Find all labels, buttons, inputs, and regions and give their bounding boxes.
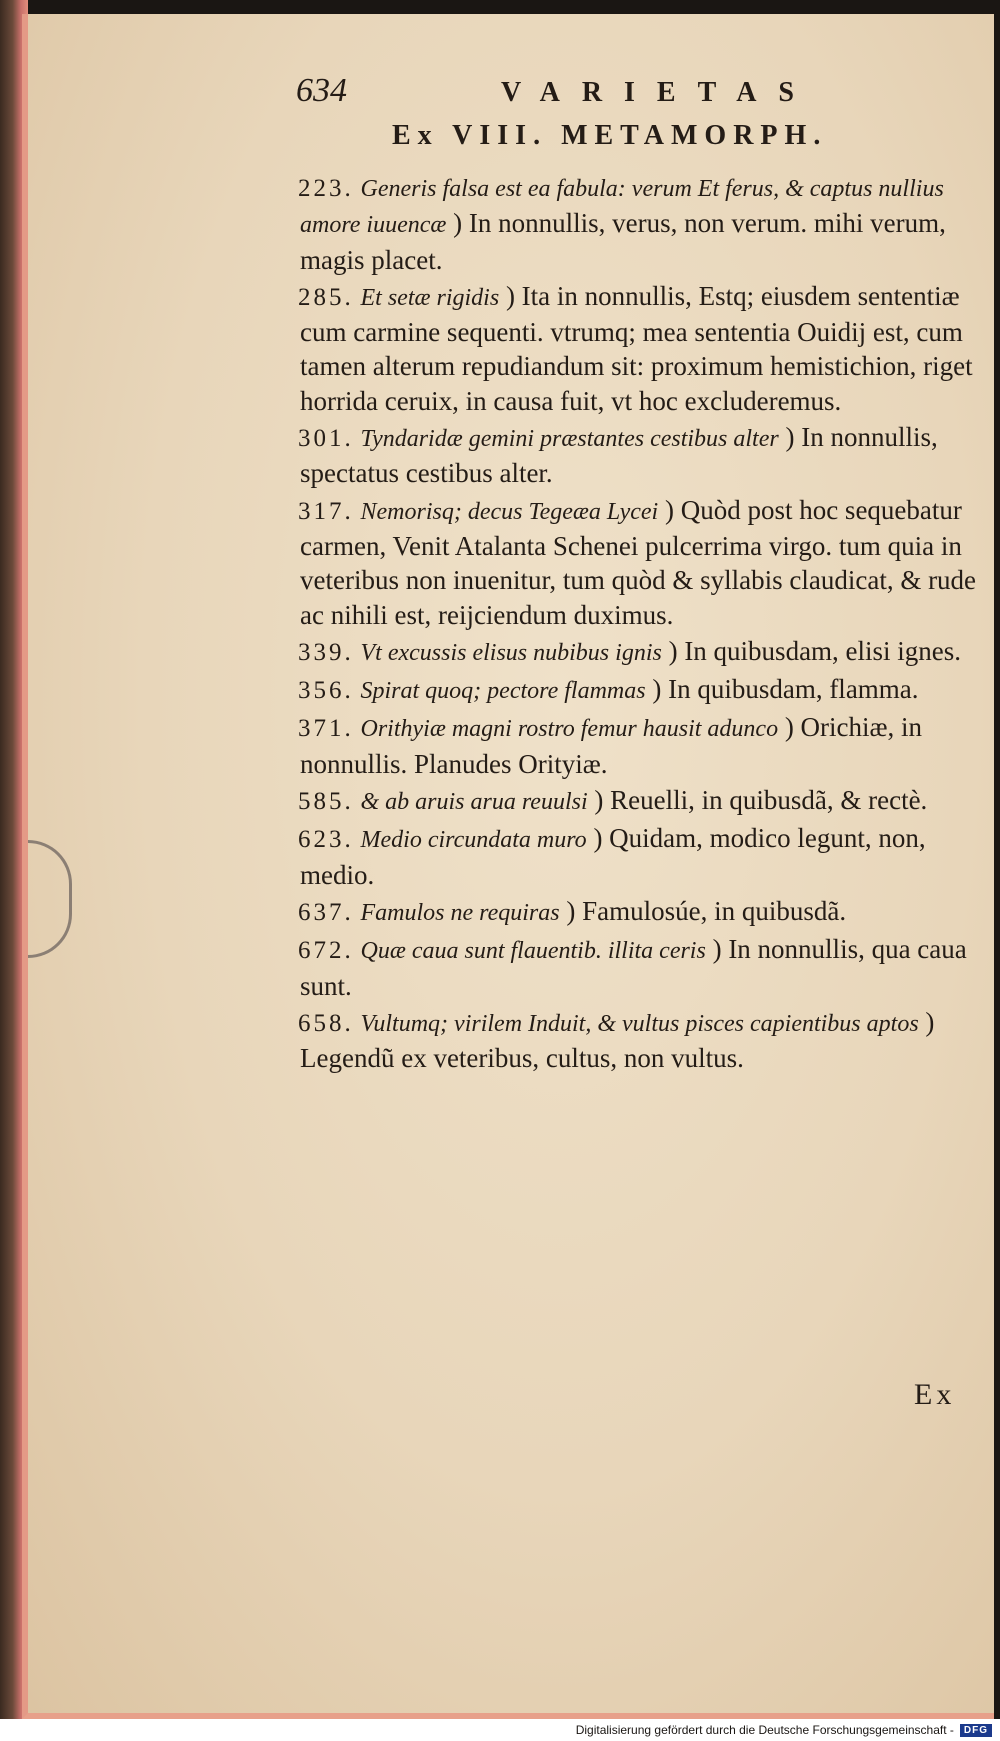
- page-header: [296, 72, 816, 112]
- note: ) Quidam, modico legunt, non, medio.: [300, 823, 926, 890]
- entry: [300, 710, 980, 781]
- page-number: 634: [296, 72, 347, 109]
- note: ) In quibusdam, flamma.: [652, 674, 919, 705]
- note: ) Legendũ ex veteribus, cultus, non vultus.: [300, 1006, 935, 1074]
- lemma: Orithyiæ magni rostro femur hausit adunco: [360, 716, 779, 743]
- commentary-entries: [300, 170, 980, 1077]
- line-number: 672.: [298, 937, 354, 965]
- entry: [300, 932, 980, 1003]
- line-number: 339.: [298, 638, 354, 666]
- lemma: Medio circundata muro: [360, 827, 587, 854]
- lemma: Famulos ne requiras: [360, 899, 560, 926]
- lemma: Tyndaridæ gemini præstantes cestibus alter: [360, 426, 779, 453]
- lemma: Quæ caua sunt flauentib. illita ceris: [360, 938, 706, 965]
- line-number: 585.: [298, 788, 354, 816]
- lemma: Nemorisq; decus Tegeæa Lycei: [360, 498, 659, 525]
- line-number: 637.: [298, 898, 354, 926]
- note: ) In nonnullis, spectatus cestibus alter.: [300, 422, 938, 489]
- entry: [300, 493, 980, 632]
- line-number: 301.: [298, 425, 354, 453]
- line-number: 223.: [298, 175, 354, 202]
- note: ) In nonnullis, verus, non verum. mihi verum, magis placet.: [300, 208, 946, 275]
- entry: [300, 783, 980, 819]
- note: ) Orichiæ, in nonnullis. Planudes Orityiæ.: [300, 712, 923, 779]
- entry: [300, 672, 980, 708]
- lemma: Vt excussis elisus nubibus ignis: [360, 639, 662, 666]
- dfg-logo: DFG: [960, 1724, 992, 1737]
- page-clip-icon: [28, 840, 72, 958]
- entry: [300, 1005, 980, 1076]
- lemma: Vultumq; virilem Induit, & vultus pisces capientibus aptos: [360, 1010, 919, 1037]
- entry: [300, 634, 980, 670]
- note: ) In nonnullis, qua caua sunt.: [300, 934, 967, 1001]
- note: ) Ita in nonnullis, Estq; eiusdem sententiæ cum carmine sequenti. vtrumq; mea sententia Ouidij est, cum tamen alterum repudiandum sit: proximum hemistichion, riget horrida ceruix, in causa fuit, vt hoc excluderemus.: [300, 280, 973, 416]
- section-title: Ex VIII. METAMORPH.: [392, 120, 828, 151]
- line-number: 356.: [298, 677, 354, 705]
- entry: [300, 170, 980, 277]
- note: ) Famulosúe, in quibusdã.: [566, 895, 847, 926]
- note: ) Reuelli, in quibusdã, & rectè.: [594, 785, 928, 816]
- running-title: VARIETAS: [500, 77, 816, 108]
- lemma: & ab aruis arua reuulsi: [360, 789, 588, 816]
- line-number: 658.: [298, 1009, 354, 1037]
- lemma: Generis falsa est ea fabula: verum Et ferus, & captus nullius amore iuuencæ: [300, 176, 944, 239]
- note: ) In quibusdam, elisi ignes.: [668, 635, 962, 666]
- entry: [300, 894, 980, 930]
- note: ) Quòd post hoc sequebatur carmen, Venit Atalanta Schenei pulcerrima virgo. tum quia in veteribus non inuenitur, tum quòd & syllabis claudicat, & rude ac nihili est, reijciendum duximus.: [300, 494, 977, 630]
- line-number: 285.: [298, 283, 354, 311]
- entry: [300, 279, 980, 418]
- catchword: Ex: [914, 1378, 956, 1411]
- lemma: Et setæ rigidis: [360, 284, 500, 311]
- line-number: 371.: [298, 715, 354, 743]
- line-number: 623.: [298, 826, 354, 854]
- entry: [300, 420, 980, 491]
- digitization-footer: [0, 1719, 1000, 1741]
- footer-credit: Digitalisierung gefördert durch die Deutsche Forschungsgemeinschaft -: [575, 1723, 954, 1737]
- lemma: Spirat quoq; pectore flammas: [360, 678, 646, 705]
- line-number: 317.: [298, 497, 354, 525]
- entry: [300, 821, 980, 892]
